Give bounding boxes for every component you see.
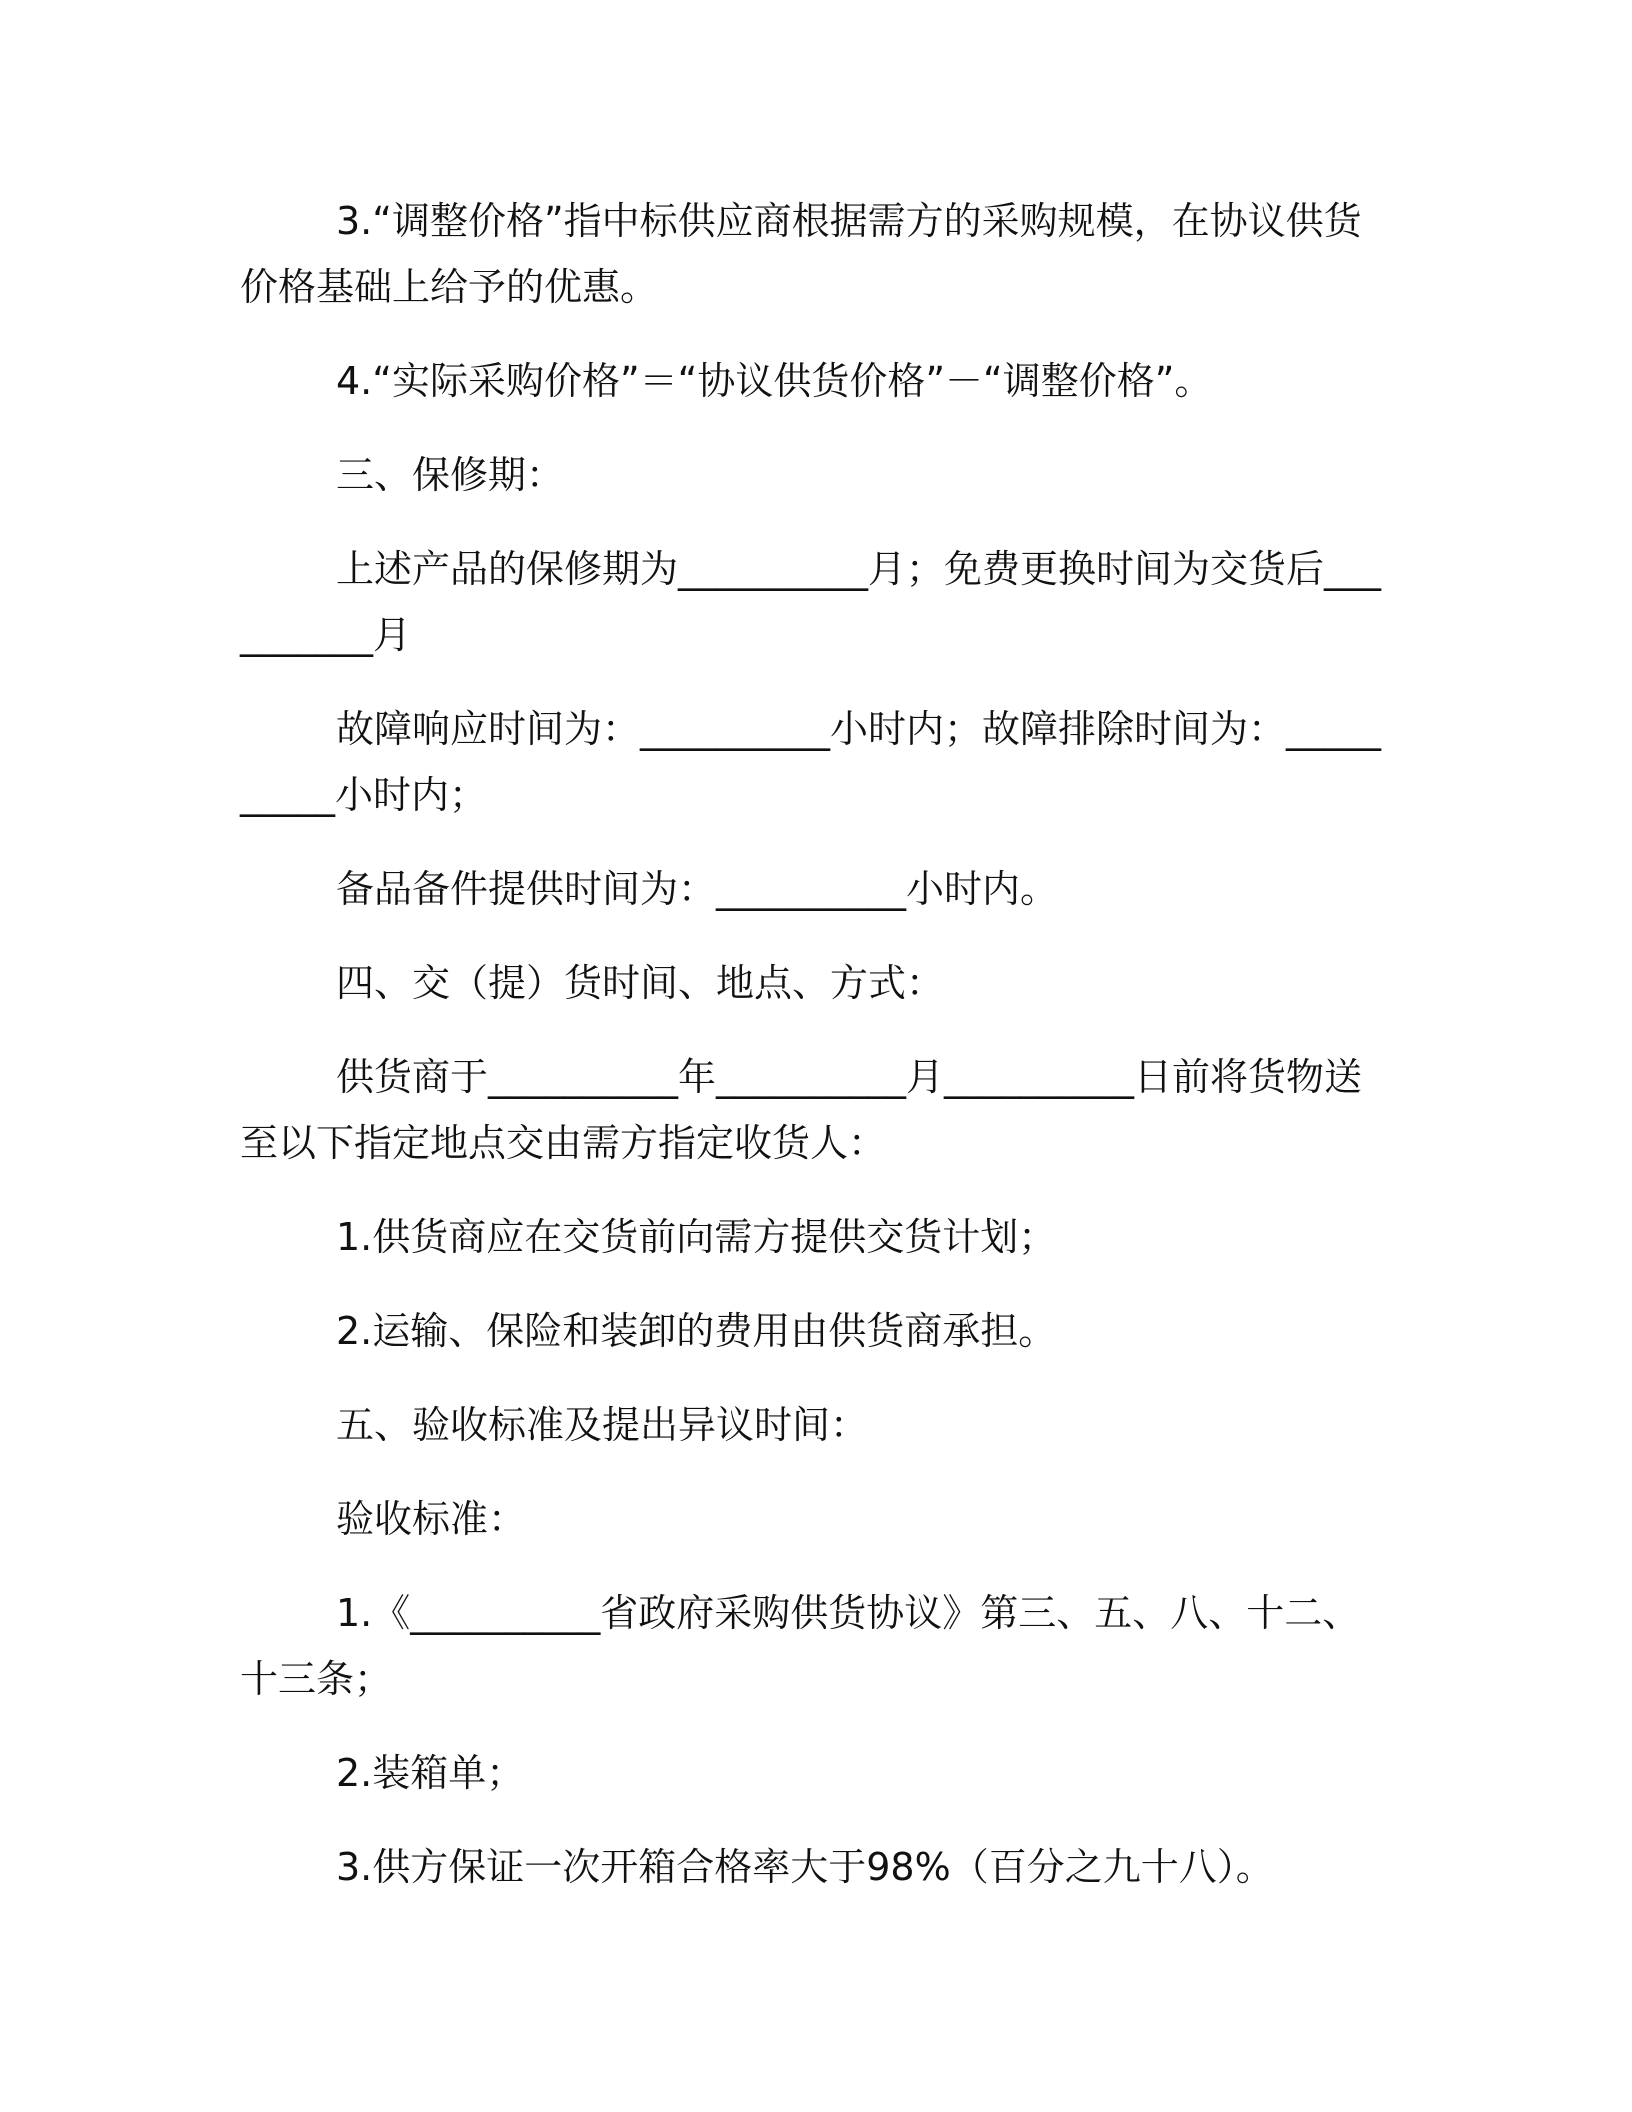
heading-acceptance-standard: 验收标准：: [336, 1497, 527, 1541]
heading-acceptance: 五、验收标准及提出异议时间：: [336, 1403, 869, 1447]
paragraph-packing-list: 2.装箱单；: [336, 1751, 525, 1795]
paragraph-pass-rate: 3.供方保证一次开箱合格率大于98%（百分之九十八）。: [336, 1845, 1274, 1889]
paragraph-acceptance-agreement: 1.《__________省政府采购供货协议》第三、五、八、十二、十三条；: [240, 1591, 1361, 1701]
paragraph-delivery-costs: 2.运输、保险和装卸的费用由供货商承担。: [336, 1309, 1057, 1353]
paragraph-fault-response: 故障响应时间为：__________小时内；故障排除时间为：__________小时内；: [240, 707, 1382, 817]
heading-warranty: 三、保修期：: [336, 453, 565, 497]
paragraph-delivery-date: 供货商于__________年__________月__________日前将货物送至以下指定地点交由需方指定收货人：: [240, 1055, 1363, 1165]
paragraph-warranty-period: 上述产品的保修期为__________月；免费更换时间为交货后__________月: [240, 547, 1382, 657]
paragraph-delivery-plan: 1.供货商应在交货前向需方提供交货计划；: [336, 1215, 1057, 1259]
heading-delivery: 四、交（提）货时间、地点、方式：: [336, 961, 945, 1005]
paragraph-spare-parts: 备品备件提供时间为：__________小时内。: [336, 867, 1059, 911]
paragraph-actual-price: 4.“实际采购价格”＝“协议供货价格”－“调整价格”。: [336, 359, 1213, 403]
document-body: [240, 188, 1390, 1928]
paragraph-price-adjustment: 3.“调整价格”指中标供应商根据需方的采购规模，在协议供货价格基础上给予的优惠。: [240, 199, 1362, 309]
